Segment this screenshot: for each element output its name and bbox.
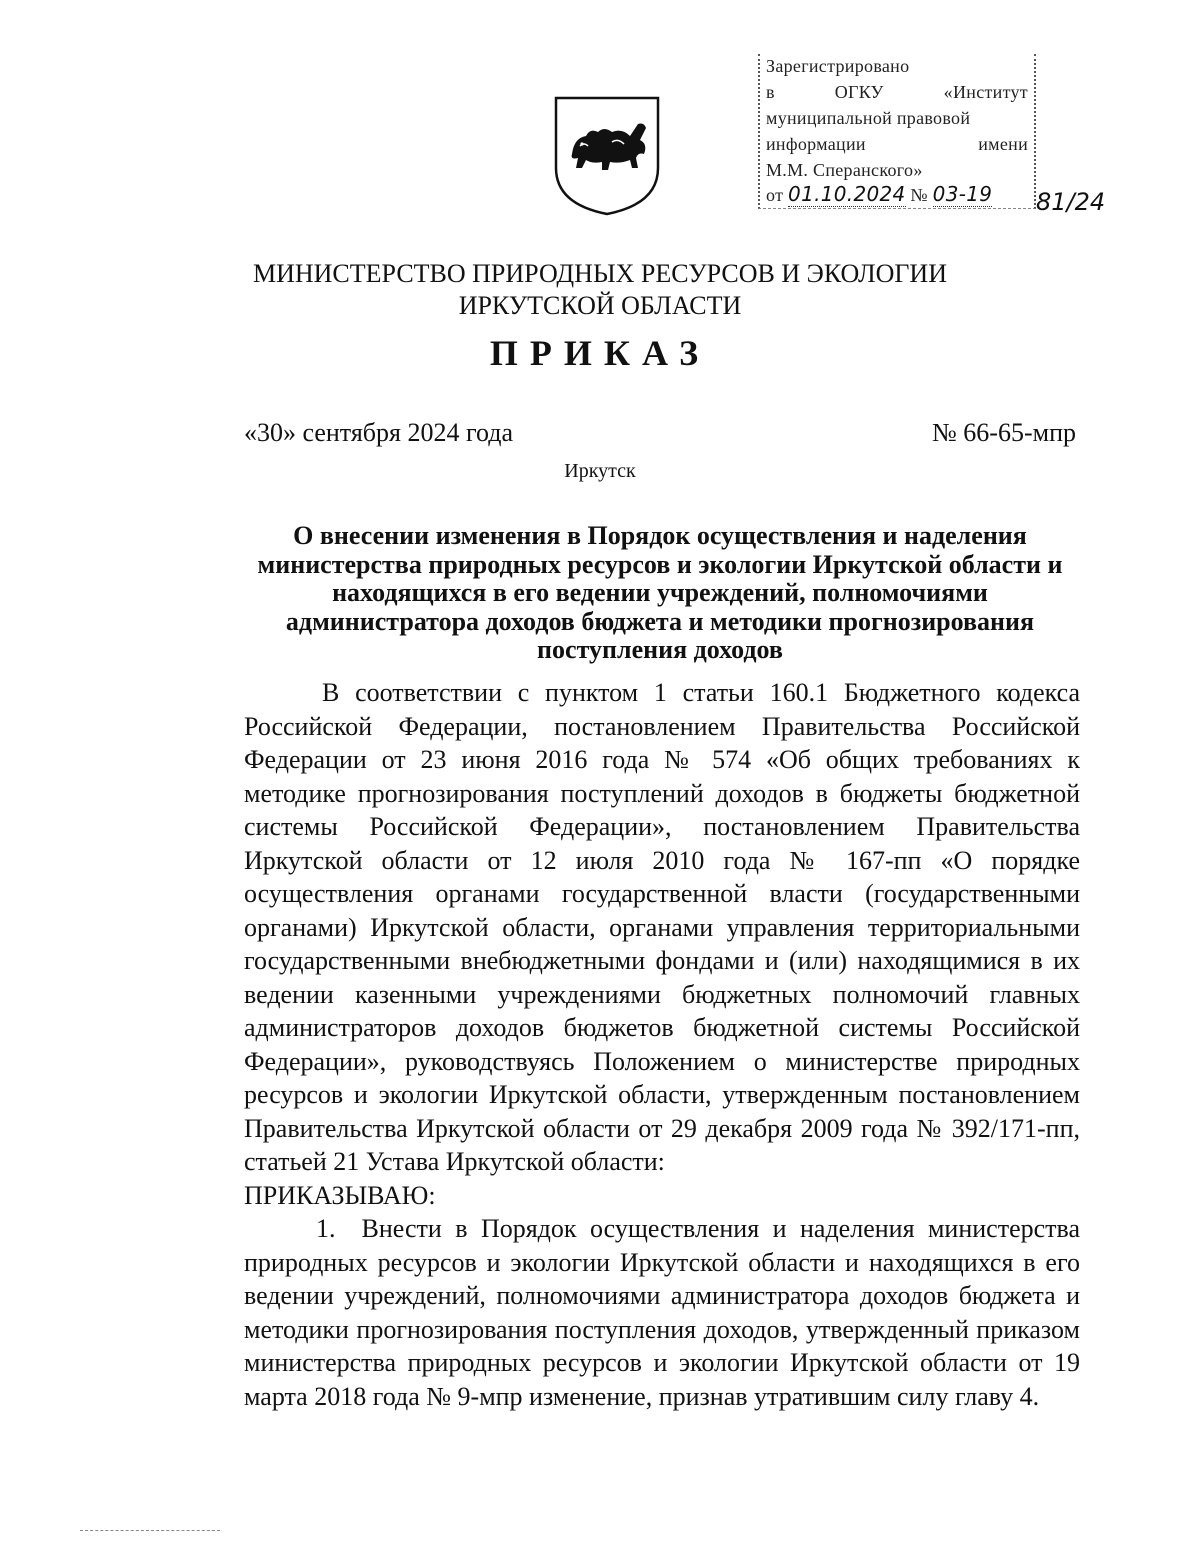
- stamp-handwritten-number-tail: 81/24: [1036, 188, 1106, 216]
- preamble-paragraph: В соответствии с пунктом 1 статьи 160.1 Бюджетного кодекса Российской Федерации, постановлением Правительства Российской Федерации от 23 июня 2016 года № 574 «Об общих требованиях к методике прогнозирования поступлений доходов в бюджеты бюджетной системы Российской Федерации», постановлением Правительства Иркутской области от 12 июля 2010 года № 167-пп «О порядке осуществления органами государственной власти (государственными органами) Иркутской области, органами управления территориальными государственными внебюджетными фондами и (или) находящимися в их ведении казенными учреждениями бюджетных полномочий главных администраторов доходов бюджетов бюджетной системы Российской Федерации», руководствуясь Положением о министерстве природных ресурсов и экологии Иркутской области, утвержденным постановлением Правительства Иркутской области от 29 декабря 2009 года № 392/171-пп, статьей 21 Устава Иркутской области:: [244, 678, 1080, 1176]
- ministry-name-line2: ИРКУТСКОЙ ОБЛАСТИ: [458, 291, 742, 320]
- babr-emblem-icon: [552, 94, 662, 218]
- footer-rule: [80, 1530, 220, 1531]
- document-type-title: ПРИКАЗ: [489, 333, 711, 373]
- document-date: «30» сентября 2024 года: [244, 418, 514, 447]
- stamp-information-line: [766, 134, 1028, 155]
- stamp-speransky-line: М.М. Сперанского»: [766, 160, 923, 180]
- document-heading: О внесении изменения в Порядок осуществления и наделения министерства природных ресурсов и экологии Иркутской области и находящихся в его ведении учреждений, полномочиями администратора доходов бюджета и методики прогнозирования поступления доходов: [257, 521, 1063, 664]
- stamp-institute-word: «Институт: [943, 82, 1028, 102]
- date-number-line: [244, 418, 1076, 448]
- ministry-name-line1: МИНИСТЕРСТВО ПРИРОДНЫХ РЕСУРСОВ И ЭКОЛОГИИ: [252, 259, 947, 288]
- stamp-ogku-word: ОГКУ: [834, 82, 884, 102]
- document-city: Иркутск: [564, 460, 636, 482]
- document-number: № 66-65-мпр: [932, 418, 1076, 447]
- registration-stamp: [758, 54, 1106, 216]
- order-item-1: 1. Внести в Порядок осуществления и наделения министерства природных ресурсов и экологии Иркутской области и находящихся в его ведении учреждений, полномочиями администратора доходов бюджета и методики прогнозирования поступления доходов, утвержденный приказом министерства природных ресурсов и экологии Иркутской области от 19 марта 2018 года № 9-мпр изменение, признав утратившим силу главу 4.: [244, 1214, 1080, 1411]
- coat-of-arms-emblem: [552, 94, 662, 218]
- stamp-registered-label: Зарегистрировано: [766, 56, 910, 76]
- stamp-from-word: от: [766, 185, 784, 205]
- document-body: [244, 676, 1080, 1413]
- order-word: ПРИКАЗЫВАЮ:: [244, 1180, 436, 1210]
- stamp-handwritten-date: 01.10.2024: [788, 182, 906, 206]
- stamp-name-word: имени: [978, 134, 1028, 154]
- stamp-institute-line: [766, 82, 1028, 103]
- stamp-date-number-line: [766, 182, 992, 206]
- stamp-number-sign: №: [910, 185, 928, 205]
- stamp-municipal-line: муниципальной правовой: [766, 108, 971, 128]
- stamp-information-word: информации: [766, 134, 866, 154]
- stamp-handwritten-number: 03-19: [932, 182, 993, 206]
- stamp-in-word: в: [766, 82, 775, 102]
